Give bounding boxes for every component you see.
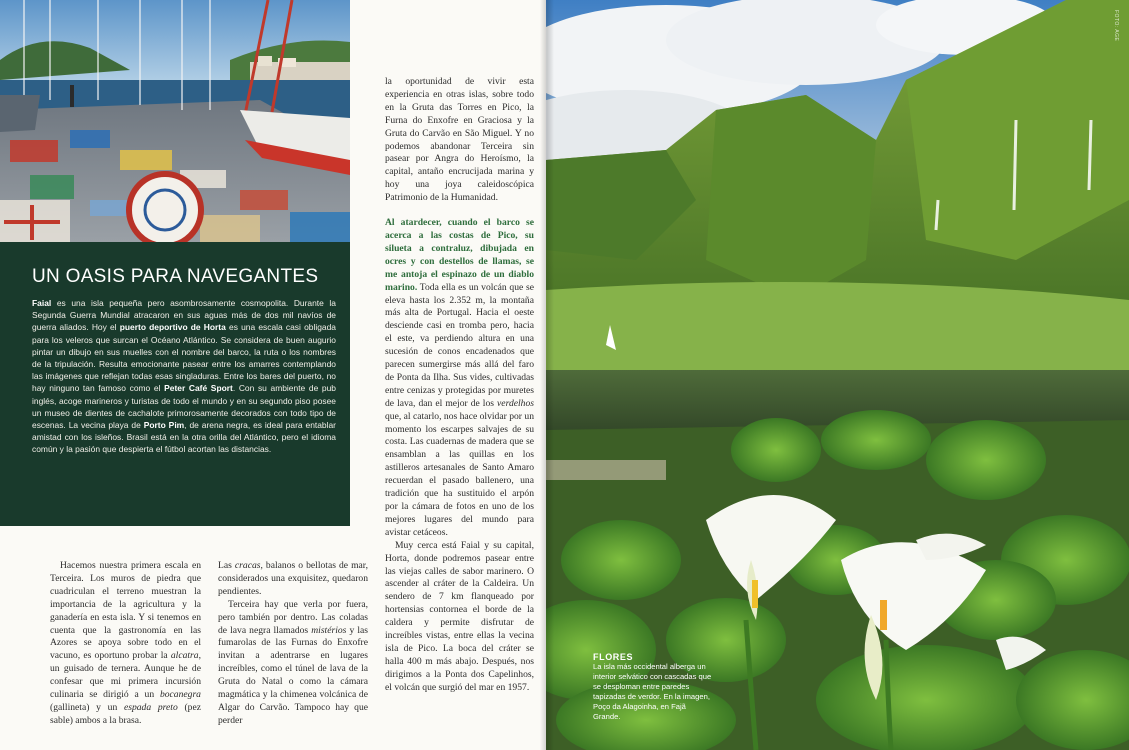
oasis-sidebar	[0, 242, 350, 526]
right-page-photo	[546, 0, 1129, 750]
italic-term: alcatra	[170, 650, 199, 662]
photo-caption	[593, 652, 713, 722]
sidebar-text-4: , de arena negra, es ideal para entablar amistad con los isleños. Brasil está en la otra orilla del Atlántico, pero el idioma común y la pasión que despierta el fútbol acortan las distancias.	[32, 420, 336, 455]
paragraph	[385, 217, 534, 540]
body-text: , un guisado de ternera. Aunque he de confesar que mi primera incursión culinaria se dirigió a un	[50, 650, 201, 701]
sidebar-body	[32, 297, 336, 456]
paragraph	[50, 560, 201, 728]
body-text: , balanos o bellotas de mar, considerados una exquisitez, quedaron pendientes.	[218, 560, 368, 597]
body-text: (gallineta) y un	[50, 701, 118, 713]
body-text: Hacemos nuestra primera escala en Terceira. Los muros de piedra que cuadriculan el terreno muestran la importancia de la agricultura y la ganadería en esta isla. Y si tenemos en cuenta que la gastronomía en las Azores se apoya sobre todo en el vacuno, es oportuno probar la	[50, 560, 201, 662]
paragraph	[218, 599, 368, 728]
body-text: y las fumarolas de las Furnas do Enxofre invitan a adentrarse en lugares increíbles, como el túnel de lava de la Gruta do Natal o como la cámara magmática y la chimenea volcánica de Algar do Carvão. Tampoco hay que perder	[218, 624, 368, 726]
paragraph: la oportunidad de vivir esta experiencia en otras islas, sobre todo en la Gruta das Torres en Pico, la Furna do Enxofre en Graciosa y la Gruta do Carvão en São Miguel. Y no podemos abandonar Terceira sin pasear por Angra do Heroísmo, la capital, antaño encrucijada marina y hoy una joya caleidoscópica Patrimonio de la Humanidad.	[385, 76, 534, 204]
caption-text: La isla más occidental alberga un interior selvático con cascadas que se desploman entre paredes tapizadas de verdor. En la imagen, Poço da Alagoinha, en Fajã Grande.	[593, 662, 712, 721]
highlight-puerto-horta: puerto deportivo de Horta	[119, 322, 226, 333]
harbour-photo-illustration	[0, 0, 350, 242]
article-column-3	[385, 76, 534, 695]
italic-term: mistérios	[311, 624, 347, 636]
sidebar-title: UN OASIS PARA NAVEGANTES	[32, 266, 319, 287]
paragraph: Muy cerca está Faial y su capital, Horta, donde podremos pasear entre las viejas calles de sabor marinero. O ascender al cráter de la Caldeira. Un sendero de 7 km flanqueado por hortensias contornea el borde de la caldera y permite disfrutar de increíbles vistas, entre ellas la vecina isla de Pico. La boca del cráter se halla 400 m más abajo. Después, nos dirigimos a la Ponta dos Capelinhos, el volcán que surgió del mar en 1957.	[385, 539, 534, 693]
sidebar-text-2: es una escala casi obligada para los veleros que surcan el Océano Atlántico. Se considera de buen augurio pintar un dibujo en sus muelles con el nombre del barco, la ruta o los nombres de la tripulación. Resulta emocionante pasear entre los amarres contemplando las imágenes que reflejan todas esas singladuras. Entre los bares del puerto, no hay ninguno tan famoso como el	[32, 322, 336, 394]
article-column-1	[50, 560, 201, 728]
body-text: Las	[218, 560, 232, 571]
sidebar-text-3: . Con su ambiente de pub inglés, acoge marineros y turistas de todo el mundo y en su segundo piso posee un museo de dientes de cachalote primorosamente decorados con todo tipo de escenas. La vecina playa de	[32, 383, 336, 431]
photo-credit: FOTO: AGE	[1113, 10, 1119, 42]
body-text: Toda ella es un volcán que se eleva hasta los 2.352 m, la montaña más alta de Portugal. Hacia el oeste desciende casi en tromba pero, hacia el este, va perdiendo altura en una sucesión de conos encadenados que parecen sumergirse más allá del faro de Ponta da Ilha. Sus vides, cultivadas entre cenizas y protegidas por muretes de lava, dan el mejor de los	[385, 281, 534, 409]
harbour-photo	[0, 0, 350, 242]
body-text: Terceira hay que verla por fuera, pero también por dentro. Las coladas de lava negra llamados	[218, 598, 368, 636]
body-text: (pez sable) ambos a la brasa.	[50, 701, 201, 726]
flores-landscape-photo	[546, 0, 1129, 750]
sidebar-text-1: es una isla pequeña pero asombrosamente cosmopolita. Durante la Segunda Guerra Mundial atracaron en sus aguas más de dos mil navíos de guerra aliados. Hoy el	[32, 298, 336, 333]
paragraph	[218, 560, 368, 599]
article-column-2	[218, 560, 368, 728]
caption-title: FLORES	[593, 652, 634, 662]
italic-term: verdelhos	[497, 397, 534, 409]
highlight-peter-cafe: Peter Café Sport	[164, 383, 233, 394]
highlight-porto-pim: Porto Pim	[143, 420, 185, 431]
italic-term: bocanegra	[159, 689, 201, 701]
highlight-faial: Faial	[32, 298, 52, 308]
body-text: que, al catarlo, nos hace olvidar por un momento los escarpes salvajes de su costa. Las cuadernas de madera que se ensamblan a las quillas en los astilleros artesanales de Santo Amaro recuerdan el pasado ballenero, una tradición que ha sustituido el arpón por la cámara de fotos en uno de los mejores lugares del mundo para avistar cetáceos.	[385, 410, 534, 538]
left-page	[0, 0, 546, 750]
italic-term: cracas	[234, 560, 261, 571]
italic-term: espada preto	[123, 701, 178, 713]
lead-in-text: Al atardecer, cuando el barco se acerca a las costas de Pico, su silueta a contraluz, dibujada en ocres y con destellos de llamas, se me antoja el espinazo de un diablo marino.	[385, 217, 534, 293]
